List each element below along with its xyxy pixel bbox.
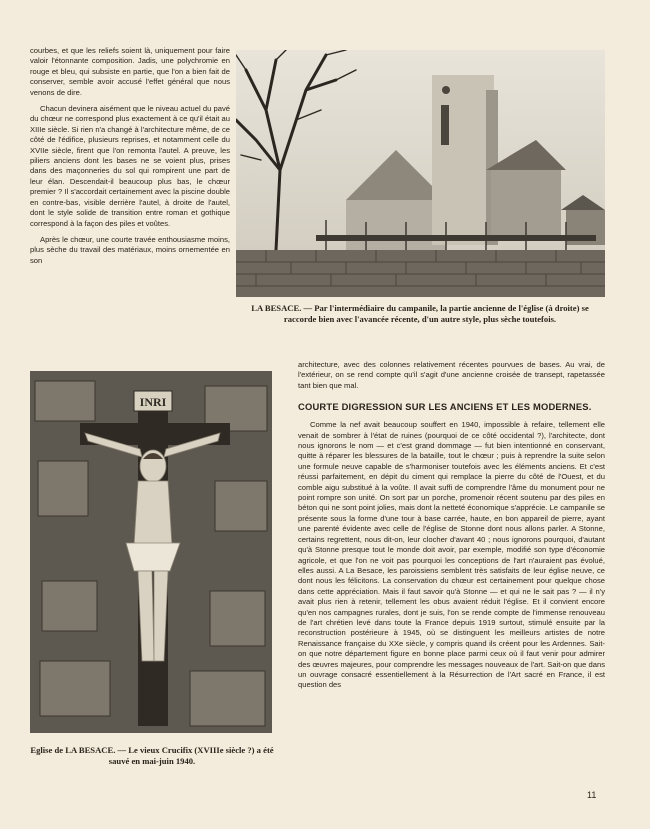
left-text-column [30,46,230,272]
church-photograph [236,50,605,297]
crucifix-caption-prefix: Eglise de [30,745,66,755]
inri-plaque-text: INRI [139,395,167,409]
left-paragraph-1: courbes, et que les reliefs soient là, uniquement pour faire valoir l'étonnante composition. Jadis, une polychromie en rouge et bleu, qui subsiste en partie, que l'on a bien fait de conserver, semble avoir accusé l'effet général que nous venons de dire. [30,46,230,97]
section-heading: COURTE DIGRESSION SUR LES ANCIENS ET LES MODERNES. [298,401,592,413]
crucifix-photograph [30,371,272,733]
right-intro-paragraph: architecture, avec des colonnes relativement récentes pourvues de bases. Au vrai, de l'extérieur, on se rend compte qu'il s'agit d'une ancienne croisée de transept, rapetassée tant bien que mal. [298,360,605,390]
church-photo-caption [240,303,600,324]
crucifix-photo-caption [30,745,274,766]
church-illustration [236,50,605,297]
page-number: 11 [587,790,597,800]
right-text-column [298,360,605,691]
left-paragraph-2: Chacun devinera aisément que le niveau actuel du pavé du chœur ne correspond plus exactement à ce qu'il était au XIIIe siècle. Si rien n'a changé à l'architecture même, de ce côté de l'édifice, plusieurs reprises, et notamment celle du XVIIe siècle, firent que l'on remonta l'autel. A preuve, les piliers anciens dont les bases ne se voient plus, prises dans des maçonneries du sol qui rompirent une part de leur élan. Descendait-il beaucoup plus bas, le chœur premier ? Il s'accordait certainement avec la piscine double en contre-bas, visible derrière l'autel, à droite de l'autel, dont le style solide de transition entre roman et gothique correspond à la façon des piles et voûtes. [30,104,230,228]
crucifix-illustration [30,371,272,733]
right-body-paragraph: Comme la nef avait beaucoup souffert en 1940, impossible à refaire, tellement elle venait de sombrer à l'état de ruines (pourquoi de ce côté occidental ?), l'architecte, dont nous ignorons le nom — et c'est grand dommage — fut bien intentionné en conservant, quitte à réparer les blessures de la bataille, tout le chœur ; puis à reprendre la suite selon une formule neuve capable de s'harmoniser toutefois avec les éléments anciens. Et c'est réussi parfaitement, en dépit du ciment qui remplace la pierre du côté de l'Ouest, et du comble aigu substitué à la voûte. Il avait suffi de comprendre l'âme du monument pour ne point rompre son unité. On sort par un porche, promenoir récent soutenu par des piles en béton qui ne sont point jolies, mais dont la netteté économique s'apprécie. Le campanile se présente sous la forme d'une tour à base carrée, haute, en bon appareil de pierre, ayant une parenté évidente avec celle de l'église de Stonne dont nous allons parler. A Stonne, certains regrettent, nous dit-on, leur clocher d'avant 40 ; nous ignorons pourquoi, d'autant qu'à Stonne presque tout le monde doit avoir, par exemple, modifié son type d'économie agricole, et que l'on ne voit pas pourquoi les conceptions de l'art n'auraient pas évolué, elles aussi. A La Besace, les paroissiens semblent très satisfaits de leur église neuve, ce dont nous les félicitons. La conservation du chœur est certainement pour quelque chose dans cette appréciation. Mais il faut savoir qu'à Stonne — et qui ne le sait pas ? — il n'y avait plus rien à retenir, tellement les obus avaient réduit l'église. Et il convient encore qu'en nos campagnes rurales, dont je suis, l'on se rende compte de l'immense renouveau de l'art chrétien levé dans toute la France depuis 1919 surtout, stimulé ensuite par la reconstruction postérieure à 1945, où se distinguent les meilleurs artistes de notre Renaissance française du XXe siècle, y compris quand ils créent pour les Ardennes. Sait-on que notre département figure en bonne place parmi ceux où il faut venir pour admirer des œuvres majeures, pour comprendre les messages nouveaux de l'art. Sait-on que dans un ouvrage consacré essentiellement à la Résurrection de l'Art sacré en France, il est question des [298,420,605,690]
crucifix-caption-text: — Le vieux Crucifix (XVIIIe siècle ?) a été sauvé en mai-juin 1940. [108,745,274,766]
church-caption-text: — Par l'intermédiaire du campanile, la partie ancienne de l'église (à droite) se raccorde bien avec l'avancée récente, d'un autre style, plus sèche toutefois. [283,303,589,324]
crucifix-caption-bold: LA BESACE. [65,745,116,755]
left-paragraph-3: Après le chœur, une courte travée enthousiasme moins, plus sèche du travail des matériaux, moins ornementée en son [30,234,230,265]
church-caption-bold: LA BESACE. [251,303,302,313]
